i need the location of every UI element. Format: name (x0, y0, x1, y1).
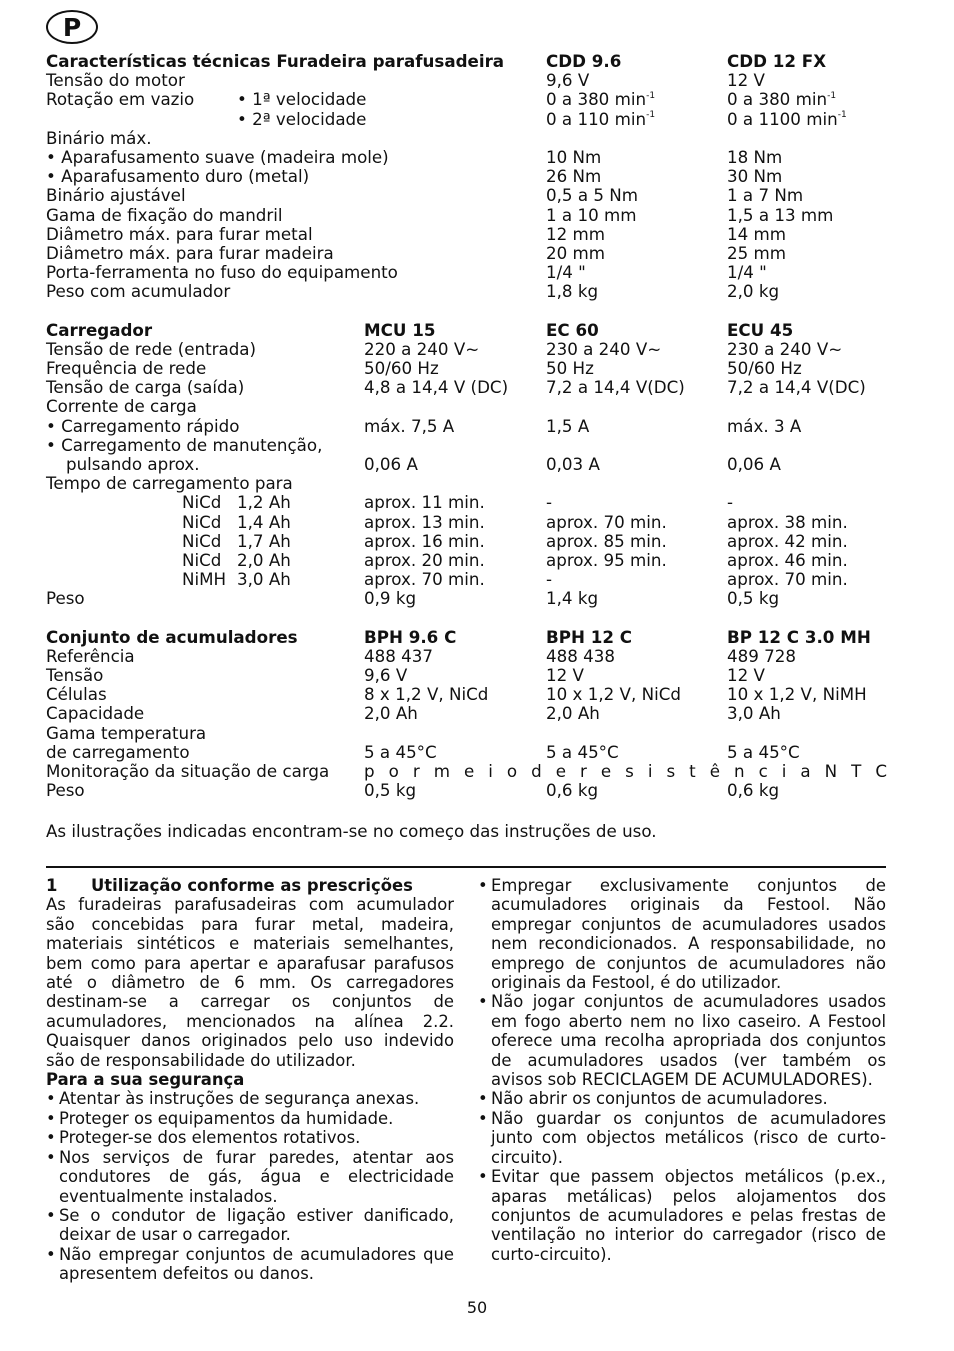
spec-cell: 50/60 Hz (727, 358, 802, 378)
spec-cell: NiMH (182, 569, 227, 590)
spec-row (46, 167, 896, 186)
spec-cell: Diâmetro máx. para furar madeira (46, 242, 334, 263)
spec-cell: • 2ª velocidade (237, 108, 367, 129)
spec-cell: máx. 3 A (727, 415, 802, 436)
spec-cell: 26 Nm (546, 166, 602, 187)
spec-row (46, 263, 896, 282)
spec-cell: 2,0 Ah (546, 703, 600, 724)
bullet-icon: • (478, 1089, 488, 1109)
spec-cell: Diâmetro máx. para furar metal (46, 223, 313, 244)
monitor-letter: n (734, 760, 745, 781)
safety-item (478, 1109, 886, 1167)
spec-cell: 1,4 Ah (237, 511, 291, 532)
spec-row (46, 436, 896, 455)
spec-cell: Tensão de carga (saída) (46, 377, 245, 398)
spec-cell: 1,4 kg (546, 588, 599, 609)
spec-row (46, 148, 896, 167)
spec-cell: 10 Nm (546, 146, 602, 167)
safety-item (46, 1128, 454, 1147)
spec-row (46, 282, 896, 301)
spec-row (46, 781, 896, 800)
safety-item-text: Não guardar os conjuntos de acumuladores junto com objectos metálicos (risco de curto-circuito). (491, 1108, 886, 1167)
spec-row (46, 493, 896, 512)
spec-cell: 220 a 240 V~ (364, 338, 480, 359)
spec-cell: 1,8 kg (546, 281, 599, 302)
spec-cell: 0 a 110 $\min^{-1}$ (546, 108, 656, 129)
monitor-letter: T (851, 760, 862, 781)
spec-cell: 488 438 (546, 645, 616, 666)
spec-cell: 1,7 Ah (237, 530, 291, 551)
spec-cell: 12 V (727, 665, 765, 685)
spec-cell: 0,5 kg (727, 588, 780, 609)
bullet-icon: • (478, 876, 488, 895)
spec-row (46, 551, 896, 570)
unit-exponent: -1 (827, 90, 837, 101)
spec-cell: aprox. 13 min. (364, 511, 485, 532)
technical-specifications-table (46, 52, 896, 800)
monitor-letter: e (463, 760, 475, 781)
spec-cell: - (546, 492, 553, 513)
spec-row (46, 71, 896, 90)
spec-cell: Tensão do motor (46, 70, 185, 91)
spec-cell: NiCd (182, 511, 222, 532)
safety-item (46, 1245, 454, 1284)
spec-cell: 0 a 380 $\min^{-1}$ (546, 89, 656, 110)
spec-cell: aprox. 11 min. (364, 492, 485, 513)
spec-row (46, 647, 896, 666)
spec-cell: aprox. 16 min. (364, 530, 485, 551)
spec-cell: MCU 15 (364, 319, 436, 340)
spec-row (46, 186, 896, 205)
spec-cell: 9,6 V (546, 70, 590, 91)
spec-cell: 25 mm (727, 242, 787, 263)
spec-cell: aprox. 95 min. (546, 549, 667, 570)
safety-list-right (478, 876, 886, 1264)
spec-cell: NiCd (182, 530, 222, 551)
safety-item (46, 1206, 454, 1245)
safety-item-text: Não jogar conjuntos de acumuladores usados em fogo aberto nem no lixo caseiro. A Festool oferece uma recolha apropriada dos conjuntos de acumuladores usados (ver também os avisos sob RECICLAGEM DE ACUMULADORES). (491, 992, 886, 1090)
monitor-letter: s (666, 760, 676, 781)
bullet-icon: • (46, 1089, 56, 1109)
spec-cell: 7,2 a 14,4 V(DC) (546, 377, 685, 398)
spec-cell: - (546, 569, 553, 590)
spec-row (46, 570, 896, 589)
spec-cell: Rotação em vazio (46, 89, 195, 110)
unit-exponent: -1 (646, 90, 656, 101)
safety-item-text: Se o condutor de ligação estiver danificado, deixar de usar o carregador. (59, 1205, 454, 1245)
safety-item-text: Evitar que passem objectos metálicos (p.ex., aparas metálicas) pelos alojamentos dos conjuntos de acumuladores e pelas frestas de ventilação no interior do carregador (risco de curto-circuito). (491, 1167, 886, 1264)
left-text-column (46, 876, 454, 1284)
safety-list-left (46, 1089, 454, 1283)
spec-cell: 0,06 A (727, 453, 781, 474)
spec-row (46, 397, 896, 416)
spec-row (46, 321, 896, 340)
spec-cell: 5 a 45°C (364, 741, 437, 762)
spec-cell: 1/4 " (546, 262, 586, 283)
safety-item (46, 1148, 454, 1206)
bullet-icon: • (46, 1108, 56, 1128)
spec-cell: CDD 9.6 (546, 51, 622, 71)
spec-cell: 18 Nm (727, 146, 783, 167)
bullet-icon: • (46, 1244, 56, 1264)
spec-cell: 12 V (546, 665, 584, 685)
monitor-letter: i (488, 760, 493, 781)
monitor-letter: N (824, 760, 838, 781)
spec-row (46, 110, 896, 129)
spacer (46, 608, 896, 627)
bullet-icon: • (478, 1108, 488, 1128)
bullet-icon: • (478, 992, 488, 1012)
unit-exponent: -1 (837, 110, 847, 120)
spec-row (46, 704, 896, 723)
spec-row (46, 474, 896, 493)
spec-row (46, 762, 896, 781)
bullet-icon: • (46, 1128, 56, 1148)
spec-cell: BPH 9.6 C (364, 626, 457, 647)
spec-cell: 8 x 1,2 V, NiCd (364, 684, 489, 705)
monitor-letter: r (579, 760, 587, 781)
spec-cell: Referência (46, 645, 135, 666)
spec-cell: 3,0 Ah (237, 569, 291, 590)
safety-item (478, 876, 886, 992)
spec-row (46, 90, 896, 109)
monitor-letter: o (388, 760, 399, 781)
spec-cell: 9,6 V (364, 665, 408, 685)
safety-item (478, 1167, 886, 1264)
spec-cell: Porta-ferramenta no fuso do equipamento (46, 262, 398, 283)
spec-row (46, 340, 896, 359)
monitor-letter: s (625, 760, 634, 781)
spec-cell: 2,0 Ah (237, 549, 291, 570)
spec-cell: 2,0 Ah (364, 703, 418, 724)
spec-cell: NiCd (182, 549, 222, 570)
spec-row (46, 417, 896, 436)
spec-cell: 1,2 Ah (237, 492, 291, 513)
spec-cell: máx. 7,5 A (364, 415, 455, 436)
spec-cell: Tensão de rede (entrada) (46, 338, 257, 359)
spec-cell: Binário máx. (46, 127, 152, 148)
spec-cell: aprox. 85 min. (546, 530, 667, 551)
section-title: Utilização conforme as prescrições (91, 876, 413, 895)
spec-row (46, 52, 896, 71)
monitor-letter: ê (709, 760, 720, 781)
spec-cell: 488 437 (364, 645, 434, 666)
spec-cell: • Carregamento rápido (46, 415, 240, 436)
spec-cell: 489 728 (727, 645, 797, 666)
spec-cell: Características técnicas Furadeira parafusadeira (46, 51, 505, 71)
monitor-letter: e (555, 760, 566, 781)
spec-cell: Células (46, 684, 107, 705)
safety-item-text: Não abrir os conjuntos de acumuladores. (491, 1089, 828, 1109)
monitor-letter: c (758, 760, 768, 781)
spec-cell: 0,06 A (364, 453, 418, 474)
spec-row (46, 359, 896, 378)
spec-cell: 5 a 45°C (727, 741, 800, 762)
spec-cell: aprox. 20 min. (364, 549, 485, 570)
spec-cell: pulsando aprox. (66, 453, 200, 474)
monitor-letter: e (600, 760, 612, 781)
bullet-icon: • (46, 1147, 56, 1167)
spec-cell: • Carregamento de manutenção, (46, 434, 323, 455)
spec-cell: 2,0 kg (727, 281, 780, 302)
monitor-value (364, 762, 887, 781)
spec-cell: aprox. 42 min. (727, 530, 848, 551)
safety-item (478, 1089, 886, 1108)
spec-cell: EC 60 (546, 319, 599, 340)
spec-cell: 230 a 240 V~ (727, 338, 843, 359)
language-badge: P (46, 10, 98, 44)
monitor-letter: o (506, 760, 518, 781)
spec-row (46, 129, 896, 148)
right-text-column (478, 876, 886, 1264)
spec-cell: 230 a 240 V~ (546, 338, 662, 359)
spec-cell: Gama de fixação do mandril (46, 204, 283, 225)
spec-cell: 10 x 1,2 V, NiCd (546, 684, 681, 705)
spec-cell: 0,6 kg (727, 780, 780, 801)
spec-row (46, 666, 896, 685)
spec-cell: de carregamento (46, 741, 190, 762)
spec-cell: Peso com acumulador (46, 281, 231, 302)
spec-cell: aprox. 70 min. (546, 511, 667, 532)
spec-cell: Gama temperatura (46, 722, 207, 743)
spec-cell: Frequência de rede (46, 358, 207, 378)
spec-cell: 30 Nm (727, 166, 783, 187)
spec-cell: Conjunto de acumuladores (46, 626, 298, 647)
spec-cell: 0,5 kg (364, 780, 417, 801)
safety-item-text: Nos serviços de furar paredes, atentar aos condutores de gás, água e electricidade eventualmente instalados. (59, 1147, 454, 1206)
spec-cell: aprox. 46 min. (727, 549, 848, 570)
spec-cell: Tensão (46, 665, 104, 685)
spec-cell: 0 a 380 $\min^{-1}$ (727, 89, 837, 110)
spec-row (46, 628, 896, 647)
section-number: 1 (46, 876, 58, 895)
spec-row (46, 225, 896, 244)
monitor-letter: a (800, 760, 811, 781)
spec-cell: 10 x 1,2 V, NiMH (727, 684, 867, 705)
spec-cell: 5 a 45°C (546, 741, 619, 762)
spec-cell: NiCd (182, 492, 222, 513)
spec-cell: aprox. 70 min. (364, 569, 485, 590)
spec-cell: 14 mm (727, 223, 787, 244)
spec-cell: 20 mm (546, 242, 606, 263)
monitor-letter: r (412, 760, 420, 781)
spec-cell: • Aparafusamento suave (madeira mole) (46, 146, 389, 167)
illustrations-note: As ilustrações indicadas encontram-se no começo das instruções de uso. (46, 821, 657, 841)
spec-cell: BPH 12 C (546, 626, 633, 647)
section-1-heading (46, 876, 454, 895)
spec-row (46, 513, 896, 532)
spec-row (46, 724, 896, 743)
monitor-letter: p (364, 760, 375, 781)
section-1-body: As furadeiras parafusadeiras com acumulador são concebidas para furar metal, madeira, materiais sintéticos e materiais semelhantes, bem como para apertar e aparafusar parafusos até o diâmetro de 6 mm. Os carregadores destinam-se a carregar os conjuntos de acumuladores, mencionados na alínea 2.2. Quaisquer danos originados pelo uso indevido são de responsabilidade do utilizador. (46, 895, 454, 1070)
spec-cell: 12 mm (546, 223, 606, 244)
safety-item-text: Proteger os equipamentos da humidade. (59, 1108, 394, 1128)
spec-cell: Binário ajustável (46, 185, 186, 206)
spec-cell: - (727, 492, 734, 513)
section-divider (46, 866, 886, 868)
spec-cell: Corrente de carga (46, 396, 197, 417)
safety-item (46, 1109, 454, 1128)
spec-cell: CDD 12 FX (727, 51, 827, 71)
spec-cell: 50/60 Hz (364, 358, 439, 378)
spec-row (46, 455, 896, 474)
spec-cell: BP 12 C 3.0 MH (727, 626, 871, 647)
spec-cell: 3,0 Ah (727, 703, 781, 724)
safety-heading: Para a sua segurança (46, 1070, 245, 1090)
spec-cell: 7,2 a 14,4 V(DC) (727, 377, 866, 398)
unit-exponent: -1 (646, 110, 656, 120)
monitor-letter: C (875, 760, 887, 781)
spec-cell: 1,5 A (546, 415, 590, 436)
monitor-letter: i (647, 760, 653, 781)
bullet-icon: • (46, 1205, 56, 1225)
monitor-letter: t (689, 760, 696, 781)
bullet-icon: • (478, 1167, 488, 1187)
safety-item-text: Não empregar conjuntos de acumuladores que apresentem defeitos ou danos. (59, 1244, 454, 1284)
spec-cell: Carregador (46, 319, 153, 340)
spec-cell: Peso (46, 780, 85, 801)
spacer (46, 301, 896, 320)
spec-row (46, 685, 896, 704)
spec-cell: 1/4 " (727, 262, 767, 283)
spec-row (46, 532, 896, 551)
spec-cell: ECU 45 (727, 319, 794, 340)
spec-cell: • Aparafusamento duro (metal) (46, 166, 310, 187)
spec-row (46, 378, 896, 397)
spec-cell: 50 Hz (546, 358, 594, 378)
safety-item-text: Proteger-se dos elementos rotativos. (59, 1128, 361, 1148)
safety-item-text: Empregar exclusivamente conjuntos de acumuladores originais da Festool. Não empregar conjuntos de acumuladores usados nem recondicionados. A responsabilidade, no emprego de conjuntos de acumuladores não originais da Festool, é do utilizador. (491, 876, 886, 993)
spec-cell: aprox. 70 min. (727, 569, 848, 590)
safety-item-text: Atentar às instruções de segurança anexas. (59, 1089, 420, 1109)
safety-item (478, 992, 886, 1089)
spec-cell: 1 a 10 mm (546, 204, 637, 225)
spec-cell: Monitoração da situação de carga (46, 760, 330, 781)
monitor-letter: i (781, 760, 787, 781)
spec-cell: Capacidade (46, 703, 145, 724)
spec-cell: Peso (46, 588, 85, 609)
spec-cell: 4,8 a 14,4 V (DC) (364, 377, 509, 398)
spec-cell: 0,03 A (546, 453, 600, 474)
spec-row (46, 743, 896, 762)
monitor-letter: m (433, 760, 450, 781)
spec-cell: 0,9 kg (364, 588, 417, 609)
spec-row (46, 244, 896, 263)
safety-item (46, 1089, 454, 1108)
spec-cell: Tempo de carregamento para (46, 473, 293, 494)
spec-cell: 0 a 1100 $\min^{-1}$ (727, 108, 847, 129)
spec-cell: 1 a 7 Nm (727, 185, 804, 206)
spec-cell: 0,6 kg (546, 780, 599, 801)
spec-cell: aprox. 38 min. (727, 511, 848, 532)
spec-cell: 12 V (727, 70, 765, 91)
spec-cell: 0,5 a 5 Nm (546, 185, 639, 206)
spec-row (46, 589, 896, 608)
page-number: 50 (466, 1298, 488, 1317)
monitor-letter: d (531, 760, 542, 781)
spec-cell: • 1ª velocidade (237, 89, 367, 110)
spec-row (46, 206, 896, 225)
spec-cell: 1,5 a 13 mm (727, 204, 834, 225)
